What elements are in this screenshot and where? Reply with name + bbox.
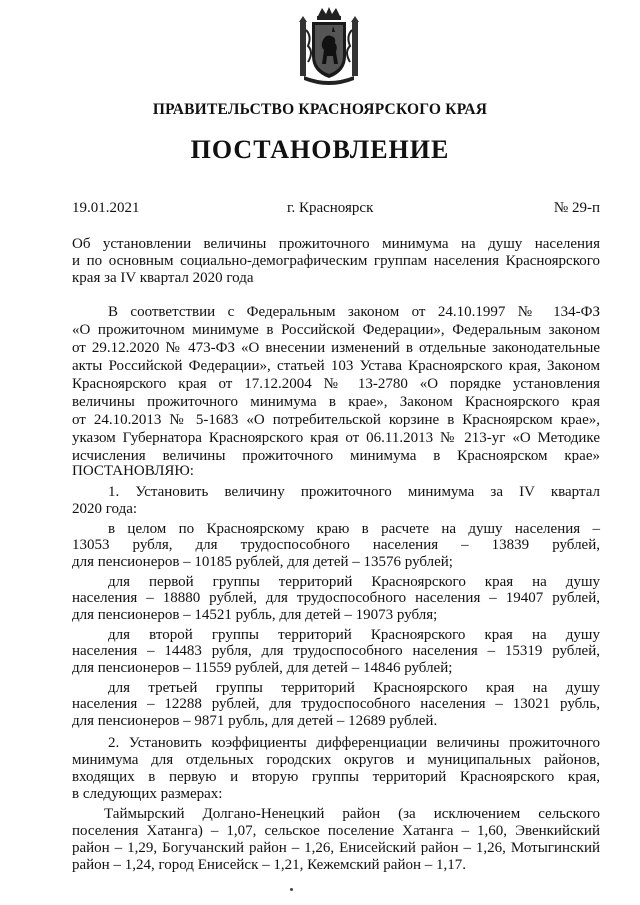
item-1d-line: для третьей группы территорий Красноярского края на душу: [108, 680, 600, 696]
item-2-line: 2. Установить коэффициенты дифференциации величины прожиточного: [108, 735, 600, 751]
item-1c-line: населения – 14483 рубля, для трудоспособного населения – 15319 рублей,: [72, 643, 600, 659]
preamble-line: «О прожиточном минимуме в Российской Федерации», Федеральным законом: [72, 322, 600, 338]
item-1c-line: для второй группы территорий Красноярского края на душу: [108, 627, 600, 643]
item-2a-line: район – 1,29, Богучанский район – 1,26, Енисейский район – 1,26, Мотыгинский: [72, 840, 600, 856]
item-1-line: 1. Установить величину прожиточного минимума за IV квартал: [108, 484, 600, 500]
preamble-line: В соответствии с Федеральным законом от 24.10.1997 № 134-ФЗ: [108, 304, 600, 320]
item-1a-line: 13053 рубля, для трудоспособного населения – 13839 рублей,: [72, 537, 600, 553]
subject-line: Об установлении величины прожиточного минимума на душу населения: [72, 236, 600, 252]
government-title: ПРАВИТЕЛЬСТВО КРАСНОЯРСКОГО КРАЯ: [152, 101, 488, 118]
preamble-line: от 24.10.2013 № 5-1683 «О потребительской корзине в Красноярском крае»,: [72, 412, 600, 428]
preamble-line: исчисления величины прожиточного минимума в Красноярском крае»: [72, 448, 600, 464]
preamble-line: от 29.12.2020 № 473-ФЗ «О внесении изменений в отдельные законодательные: [72, 340, 600, 356]
decree-keyword: ПОСТАНОВЛЯЮ:: [72, 463, 194, 479]
subject-line: края за IV квартал 2020 года: [72, 270, 254, 286]
item-2a-line: поселения Хатанга) – 1,07, сельское поселение Хатанга – 1,60, Эвенкийский: [72, 823, 600, 839]
item-2a-line: Таймырский Долгано-Ненецкий район (за исключением сельского: [104, 806, 600, 822]
document-city: г. Красноярск: [287, 200, 374, 216]
document-number: № 29-п: [553, 200, 600, 216]
item-1c-line: для пенсионеров – 11559 рублей, для детей – 14846 рублей;: [72, 660, 453, 676]
item-1a-line: для пенсионеров – 10185 рублей, для детей – 13576 рублей;: [72, 554, 453, 570]
item-2-line: входящих в первую и вторую группы территорий Красноярского края,: [72, 769, 600, 785]
item-1d-line: населения – 12288 рублей, для трудоспособного населения – 13021 рубль,: [72, 696, 600, 712]
coat-of-arms-icon: [296, 6, 362, 86]
item-1a-line: в целом по Красноярскому краю в расчете на душу населения –: [108, 521, 600, 537]
document-type-title: ПОСТАНОВЛЕНИЕ: [190, 135, 450, 164]
item-2-line: в следующих размерах:: [72, 786, 223, 802]
item-1b-line: населения – 18880 рублей, для трудоспособного населения – 19407 рублей,: [72, 590, 600, 606]
preamble-line: указом Губернатора Красноярского края от 06.11.2013 № 213-уг «О Методике: [72, 430, 600, 446]
item-1b-line: для первой группы территорий Красноярского края на душу: [108, 574, 600, 590]
page-mark: [290, 888, 293, 891]
item-2-line: минимума для отдельных городских округов и муниципальных районов,: [72, 752, 600, 768]
item-1b-line: для пенсионеров – 14521 рубль, для детей – 19073 рубля;: [72, 607, 438, 623]
preamble-line: величины прожиточного минимума в крае», Законом Красноярского края: [72, 394, 600, 410]
item-1d-line: для пенсионеров – 9871 рубль, для детей – 12689 рублей.: [72, 713, 438, 729]
preamble-line: Красноярского края от 17.12.2004 № 13-2780 «О порядке установления: [72, 376, 600, 392]
item-2a-line: район – 1,24, город Енисейск – 1,21, Кежемский район – 1,17.: [72, 857, 466, 873]
item-1-line: 2020 года:: [72, 501, 138, 517]
preamble-line: акты Российской Федерации», статьей 103 Устава Красноярского края, Законом: [72, 358, 600, 374]
document-date: 19.01.2021: [72, 200, 140, 216]
subject-line: и по основным социально-демографическим группам населения Красноярского: [72, 253, 600, 269]
